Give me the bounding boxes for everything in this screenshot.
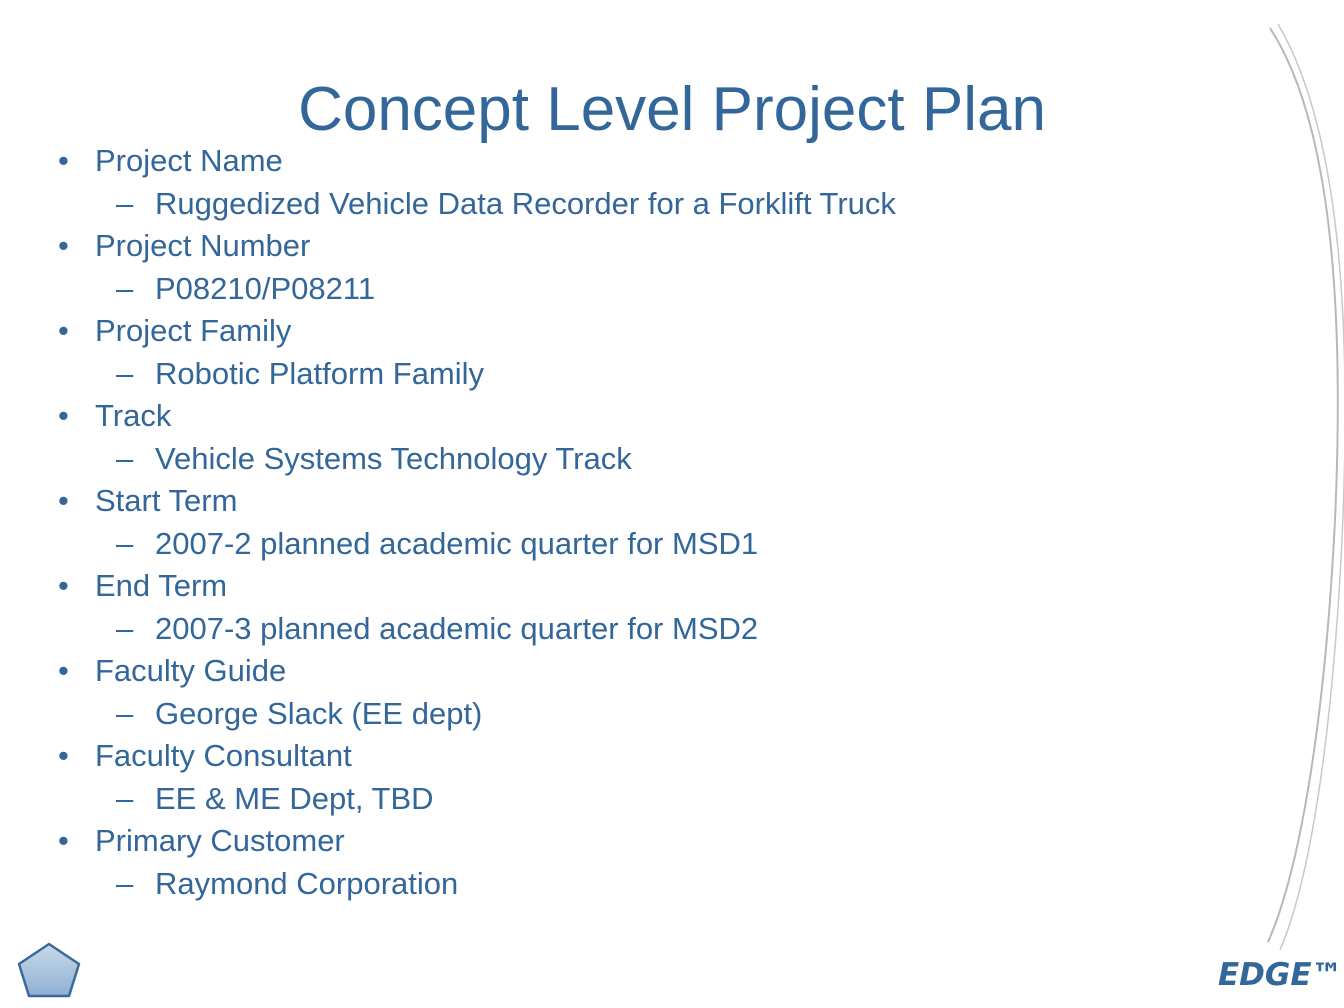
item-value: Ruggedized Vehicle Data Recorder for a Forklift Truck xyxy=(155,185,896,221)
bullet: • xyxy=(58,483,69,518)
bullet: • xyxy=(58,568,69,603)
item-heading: Start Term xyxy=(95,483,238,518)
list-subitem-faculty-guide xyxy=(0,693,1200,736)
pentagon-icon xyxy=(16,942,82,998)
bullet: • xyxy=(58,398,69,433)
item-heading: Faculty Guide xyxy=(95,653,287,688)
item-value: Vehicle Systems Technology Track xyxy=(155,440,632,476)
list-item-track xyxy=(0,395,1200,438)
item-heading: Project Name xyxy=(95,143,283,178)
item-value: P08210/P08211 xyxy=(155,270,376,306)
list-subitem-project-number xyxy=(0,268,1200,311)
bullet: • xyxy=(58,653,69,688)
dash: – xyxy=(116,270,134,306)
bullet: • xyxy=(58,228,69,263)
dash: – xyxy=(116,440,134,476)
item-heading: Project Family xyxy=(95,313,292,348)
project-plan-list xyxy=(0,140,1200,905)
list-item-project-name xyxy=(0,140,1200,183)
dash: – xyxy=(116,355,134,391)
dash: – xyxy=(116,525,134,561)
item-value: Raymond Corporation xyxy=(155,865,459,901)
list-item-faculty-guide xyxy=(0,650,1200,693)
list-item-end-term xyxy=(0,565,1200,608)
dash: – xyxy=(116,695,134,731)
list-item-project-family xyxy=(0,310,1200,353)
slide-title: Concept Level Project Plan xyxy=(298,75,1046,144)
bullet: • xyxy=(58,738,69,773)
dash: – xyxy=(116,610,134,646)
list-subitem-faculty-consultant xyxy=(0,778,1200,821)
edge-logo: EDGE™ xyxy=(1218,957,1343,993)
item-heading: Primary Customer xyxy=(95,823,345,858)
item-value: 2007-3 planned academic quarter for MSD2 xyxy=(155,610,759,646)
item-heading: Faculty Consultant xyxy=(95,738,352,773)
list-subitem-track xyxy=(0,438,1200,481)
item-value: George Slack (EE dept) xyxy=(155,695,483,731)
item-value: EE & ME Dept, TBD xyxy=(155,780,434,816)
bullet: • xyxy=(58,313,69,348)
list-item-start-term xyxy=(0,480,1200,523)
list-item-project-number xyxy=(0,225,1200,268)
item-heading: End Term xyxy=(95,568,228,603)
dash: – xyxy=(116,780,134,816)
item-heading: Track xyxy=(95,398,172,433)
list-subitem-project-family xyxy=(0,353,1200,396)
dash: – xyxy=(116,865,134,901)
list-item-primary-customer xyxy=(0,820,1200,863)
item-value: Robotic Platform Family xyxy=(155,355,485,391)
bullet: • xyxy=(58,143,69,178)
item-value: 2007-2 planned academic quarter for MSD1 xyxy=(155,525,759,561)
list-item-faculty-consultant xyxy=(0,735,1200,778)
list-subitem-primary-customer xyxy=(0,863,1200,906)
list-subitem-start-term xyxy=(0,523,1200,566)
item-heading: Project Number xyxy=(95,228,311,263)
list-subitem-project-name xyxy=(0,183,1200,226)
bullet: • xyxy=(58,823,69,858)
list-subitem-end-term xyxy=(0,608,1200,651)
dash: – xyxy=(116,185,134,221)
